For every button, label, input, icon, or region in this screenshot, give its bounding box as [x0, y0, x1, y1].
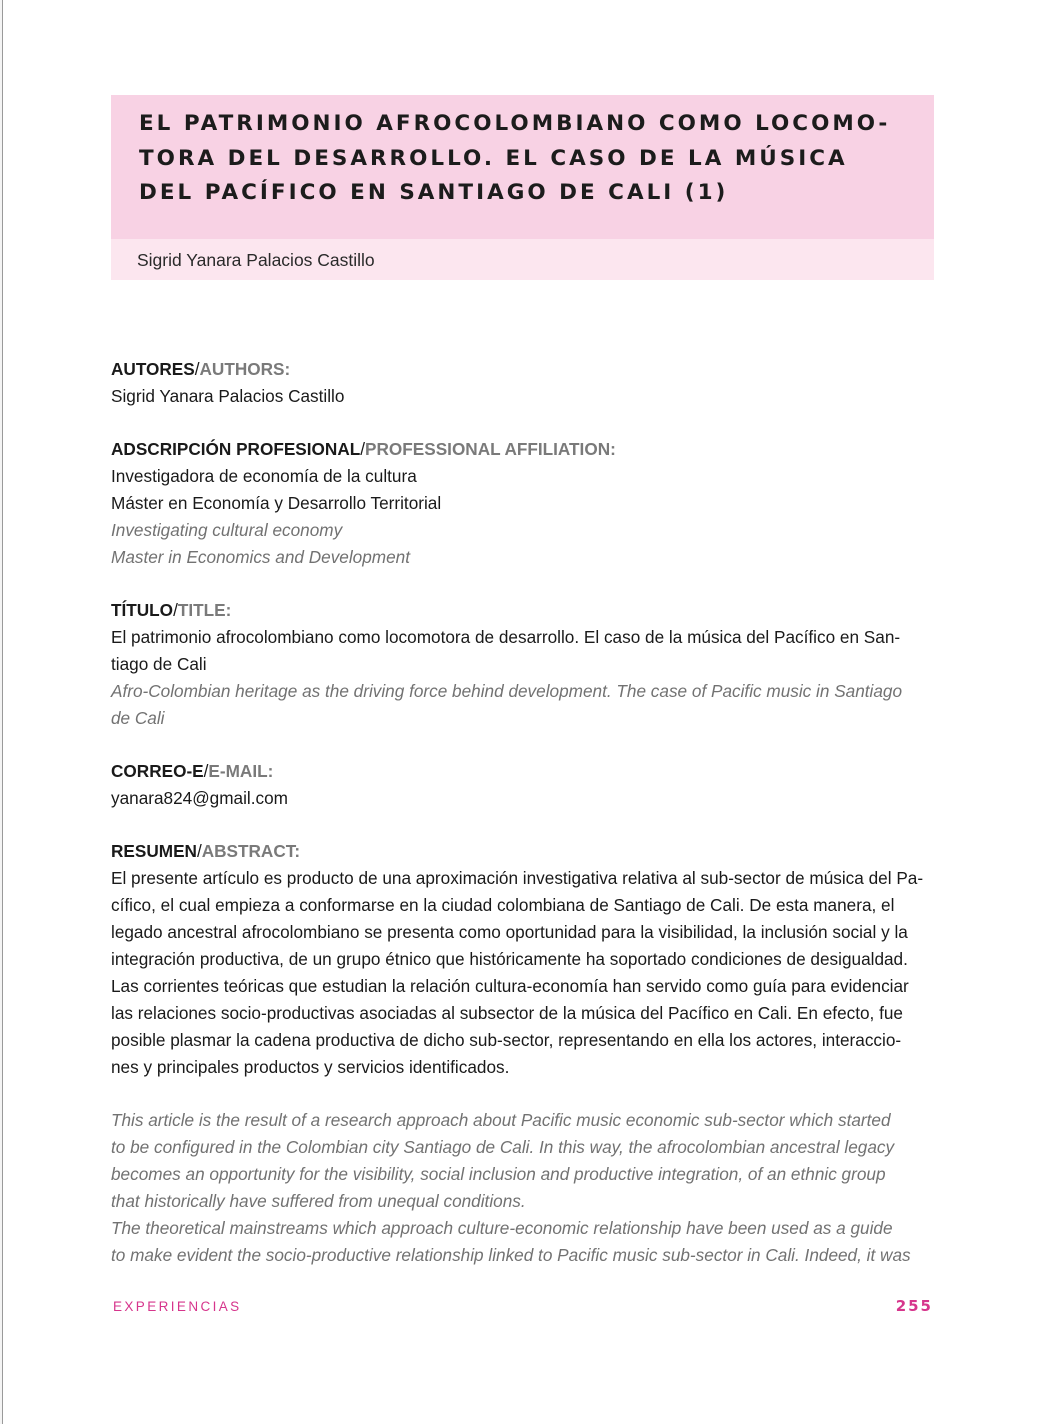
banner-author-name: Sigrid Yanara Palacios Castillo: [137, 250, 375, 270]
authors-section: [111, 356, 934, 410]
abstract-es-line: nes y principales productos y servicios identificados.: [111, 1057, 510, 1077]
label-es: ADSCRIPCIÓN PROFESIONAL: [111, 439, 361, 459]
title-value-en: de Cali: [111, 708, 165, 728]
title-banner: [111, 95, 934, 239]
authors-label: [111, 356, 934, 383]
abstract-es-line: posible plasmar la cadena productiva de dicho sub-sector, representando en ella los actores, interaccio-: [111, 1030, 902, 1050]
label-separator: /: [196, 841, 202, 861]
article-title: [139, 107, 924, 211]
abstract-en-paragraph: [111, 1107, 934, 1269]
author-banner: [111, 239, 934, 280]
abstract-en-line: This article is the result of a research approach about Pacific music economic sub-sector which started: [111, 1110, 891, 1130]
label-en: E-MAIL:: [208, 761, 274, 781]
abstract-label: [111, 838, 934, 865]
abstract-en-line: The theoretical mainstreams which approach culture-economic relationship have been used as a guide: [111, 1218, 893, 1238]
abstract-es-line: cífico, el cual empieza a conformarse en la ciudad colombiana de Santiago de Cali. De esta manera, el: [111, 895, 895, 915]
label-en: ABSTRACT:: [201, 841, 301, 861]
affiliation-line-es: Investigadora de economía de la cultura: [111, 466, 417, 486]
label-en: PROFESSIONAL AFFILIATION:: [365, 439, 616, 459]
label-en: AUTHORS:: [199, 359, 291, 379]
abstract-es-line: las relaciones socio-productivas asociadas al subsector de la música del Pacífico en Cali. En efecto, fue: [111, 1003, 903, 1023]
abstract-es-line: El presente artículo es producto de una aproximación investigativa relativa al sub-sector de música del Pa-: [111, 868, 924, 888]
affiliation-line-es: Máster en Economía y Desarrollo Territorial: [111, 493, 442, 513]
email-label: [111, 758, 934, 785]
label-es: TÍTULO: [111, 600, 174, 620]
title-line: TORA DEL DESARROLLO. EL CASO DE LA MÚSICA: [139, 145, 848, 171]
label-separator: /: [203, 761, 209, 781]
abstract-es-line: legado ancestral afrocolombiano se presenta como oportunidad para la visibilidad, la inclusión social y la: [111, 922, 908, 942]
email-section: [111, 758, 934, 812]
affiliation-line-en: Master in Economics and Development: [111, 547, 411, 567]
label-separator: /: [173, 600, 178, 620]
email-value: yanara824@gmail.com: [111, 788, 288, 808]
abstract-en-line: to be configured in the Colombian city Santiago de Cali. In this way, the afrocolombian ancestral legacy: [111, 1137, 895, 1157]
footer-section-name: EXPERIENCIAS: [113, 1299, 242, 1314]
label-separator: /: [360, 439, 366, 459]
title-value-en: Afro-Colombian heritage as the driving force behind development. The case of Pacific music in Santiago: [111, 681, 903, 701]
label-es: AUTORES: [111, 359, 195, 379]
title-section: [111, 597, 934, 732]
title-label: [111, 597, 934, 624]
affiliation-label: [111, 436, 934, 463]
affiliation-section: [111, 436, 934, 571]
label-es: CORREO-E: [111, 761, 204, 781]
abstract-en-line: becomes an opportunity for the visibility, social inclusion and productive integration, of an ethnic group: [111, 1164, 886, 1184]
title-value-es: El patrimonio afrocolombiano como locomotora de desarrollo. El caso de la música del Pacífico en San-: [111, 627, 901, 647]
authors-value: Sigrid Yanara Palacios Castillo: [111, 386, 345, 406]
abstract-es-line: Las corrientes teóricas que estudian la relación cultura-economía han servido como guía para evidenciar: [111, 976, 909, 996]
abstract-es-paragraph: [111, 865, 934, 1081]
label-separator: /: [194, 359, 200, 379]
document-page: [2, 0, 1044, 1424]
abstract-en-line: that historically have suffered from unequal conditions.: [111, 1191, 526, 1211]
abstract-en-line: to make evident the socio-productive relationship linked to Pacific music sub-sector in Cali. Indeed, it was: [111, 1245, 911, 1265]
title-line: EL PATRIMONIO AFROCOLOMBIANO COMO LOCOMO-: [139, 111, 891, 136]
title-value-es: tiago de Cali: [111, 654, 207, 674]
title-line: DEL PACÍFICO EN SANTIAGO DE CALI (1): [139, 180, 729, 205]
abstract-section: [111, 838, 934, 1269]
abstract-es-line: integración productiva, de un grupo étnico que históricamente ha soportado condiciones de desigualdad.: [111, 949, 908, 969]
label-es: RESUMEN: [111, 841, 197, 861]
article-metadata: [111, 356, 934, 1295]
page-number: 255: [895, 1297, 933, 1315]
affiliation-line-en: Investigating cultural economy: [111, 520, 343, 540]
label-en: TITLE:: [177, 600, 232, 620]
